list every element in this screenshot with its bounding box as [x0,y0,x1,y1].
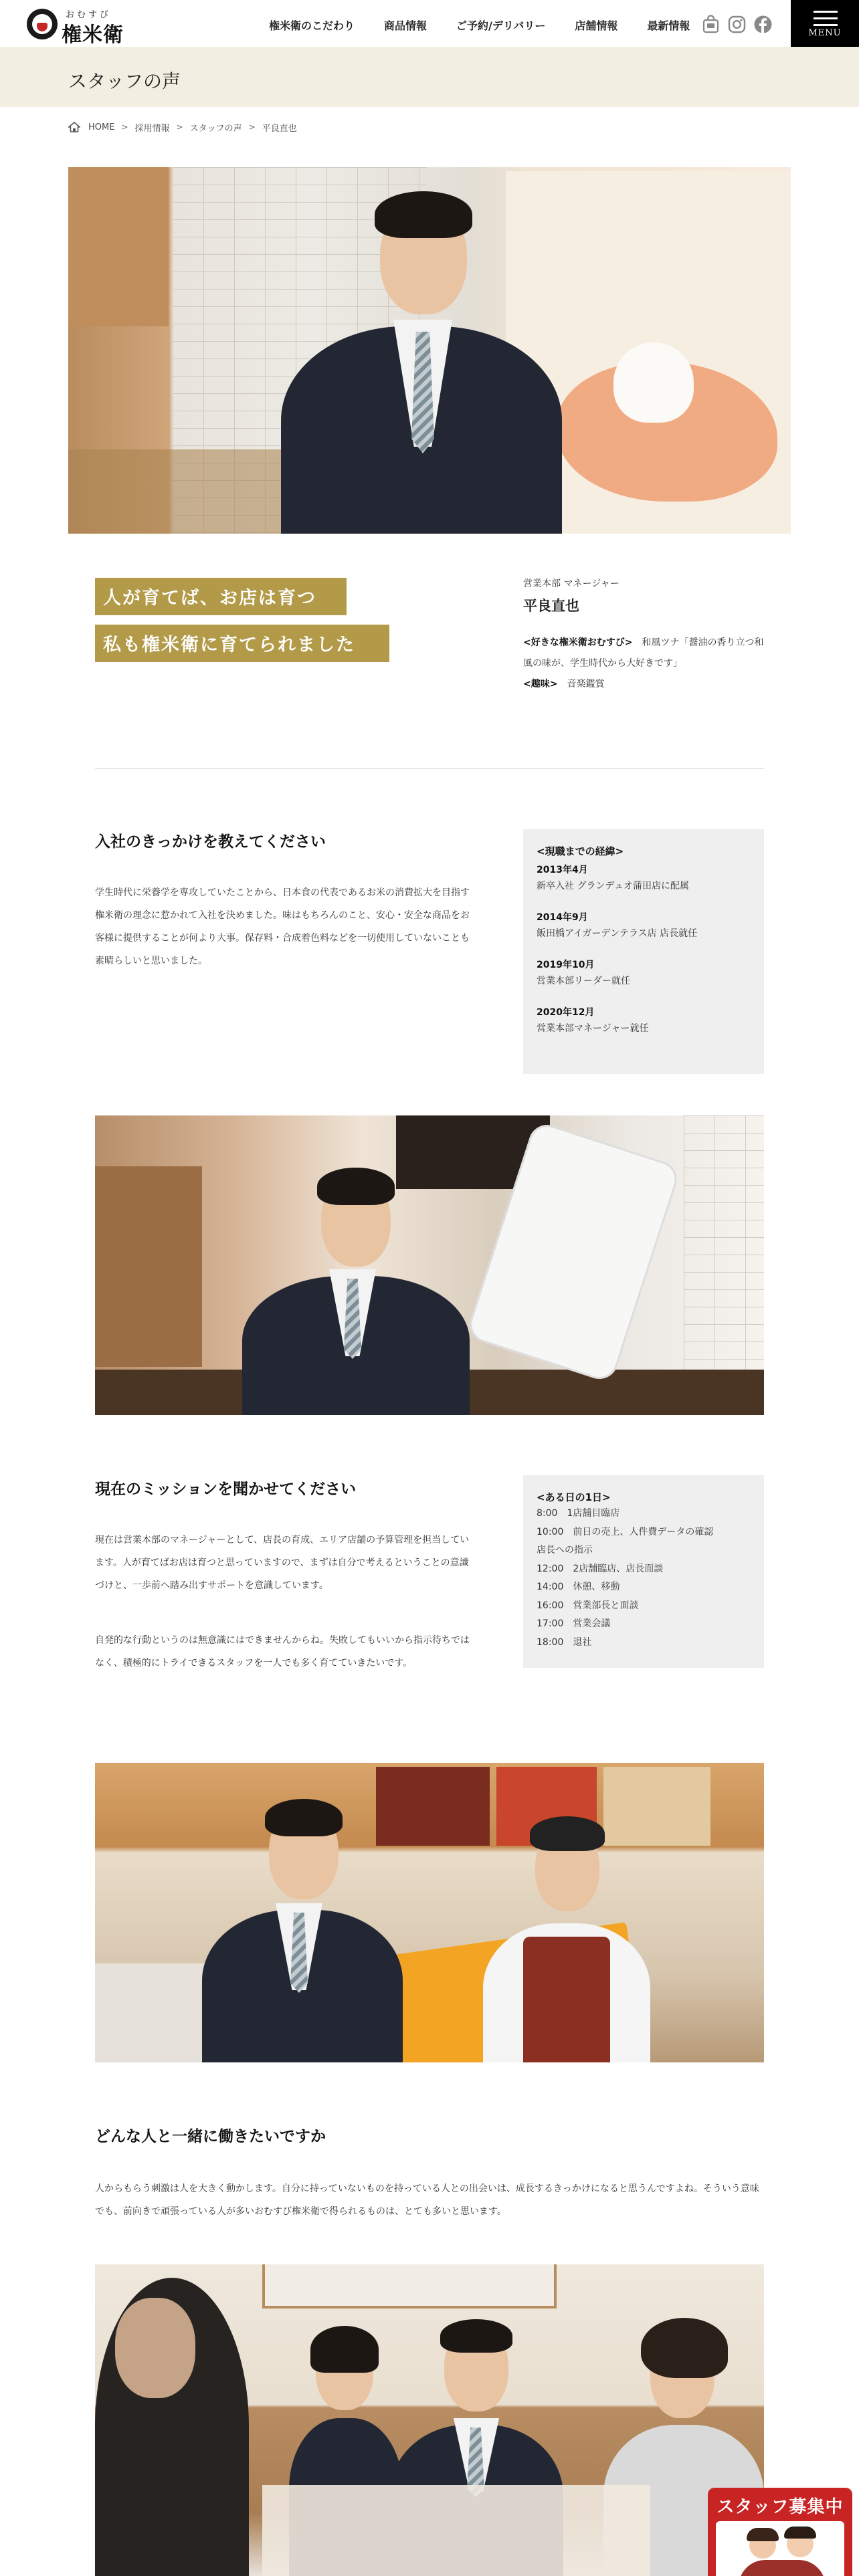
nav-item-products[interactable]: 商品情報 [384,19,427,32]
recruit-illustration [716,2521,844,2576]
favorite-text: 和風ツナ「醤油の香り立つ和風の味が、学生時代から大好きです」 [523,637,764,669]
breadcrumb-chevron-icon: > [248,122,256,132]
staff-favorites [523,633,764,695]
instagram-icon[interactable] [727,15,747,34]
schedule-box [523,1475,764,1668]
career-year: 2013年4月 [537,865,588,875]
page-title-bar [0,47,859,107]
staff-photo-store [95,1763,764,2062]
schedule-row: 17:00 営業会議 [537,1618,611,1629]
facebook-icon[interactable] [753,15,773,34]
breadcrumb-recruit[interactable]: 採用情報 [134,123,170,134]
schedule-row: 8:00 1店舗目臨店 [537,1508,620,1519]
schedule-row: 12:00 2店舗臨店、店長面談 [537,1563,664,1574]
hero-photo [68,167,791,534]
breadcrumb-current: 平良直也 [262,123,297,134]
career-text: 営業本部リーダー就任 [537,976,630,986]
career-box [523,829,764,1074]
staff-photo-meeting [95,2264,764,2576]
career-year: 2014年9月 [537,912,588,923]
schedule-row: 16:00 営業部長と面談 [537,1600,639,1611]
recruit-label: スタッフ募集中 [717,2497,844,2517]
schedule-row: 18:00 退社 [537,1636,592,1648]
site-logo[interactable] [27,6,127,47]
favorite-label: <好きな権米衛おむすび> [523,637,633,648]
career-item [537,957,751,989]
hobby-label: <趣味> [523,679,558,689]
catch-line-2: 私も権米衛に育てられました [95,625,389,662]
page-title: スタッフの声 [68,70,181,92]
nav-item-reservation[interactable]: ご予約/デリバリー [456,19,546,32]
home-icon [68,122,80,132]
q1-title: 入社のきっかけを教えてください [95,833,326,851]
career-item [537,909,751,942]
breadcrumb-chevron-icon: > [121,122,128,132]
nav-item-kodawari[interactable]: 権米衛のこだわり [269,19,355,32]
logo-title: 権米衛 [62,23,124,47]
schedule-row: 10:00 前日の売上、人件費データの確認 [537,1526,714,1537]
global-nav [269,17,690,32]
staff-photo-register [95,1115,764,1415]
logo-subtitle: おむすび [66,10,112,20]
q2-title: 現在のミッションを聞かせてください [95,1481,357,1498]
crew-figure [483,1790,650,2062]
catch-line-1: 人が育てば、お店は育つ [95,578,347,615]
sns-links [701,13,779,35]
q1-body: 学生時代に栄養学を専攻していたことから、日本食の代表であるお米の消費拡大を目指す権米衛の理念に惹かれて入社を決めました。味はもちろんのこと、安心・安全な商品をお客様に提供することが何より大事。保存料・合成着色料などを一切使用していないことも素晴らしいと思いました。 [95,887,470,966]
catch-copy [95,578,389,662]
nav-item-news[interactable]: 最新情報 [647,19,690,32]
breadcrumb-staff-voice[interactable]: スタッフの声 [189,123,242,134]
career-text: 飯田橋アイガーデンテラス店 店長就任 [537,928,698,939]
career-text: 営業本部マネージャー就任 [537,1023,649,1034]
breadcrumb [68,120,297,134]
schedule-row: 店長への指示 [537,1545,593,1555]
q2-body-1: 現在は営業本部のマネージャーとして、店長の育成、エリア店舗の予算管理を担当しています。人が育てばお店は育つと思っていますので、まずは自分で考えるということの意識づけと、一歩前へ踏み出すサポートを意識しています。 [95,1535,470,1591]
nav-item-stores[interactable]: 店舗情報 [575,19,618,32]
staff-recruiting-badge[interactable] [708,2488,852,2576]
q3-title: どんな人と一緒に働きたいですか [95,2128,326,2145]
staff-figure [242,1142,470,1415]
career-title: <現職までの経緯> [537,845,624,857]
q3-body: 人からもらう刺激は人を大きく動かします。自分に持っていないものを持っている人との出会いは、成長するきっかけになると思うんですよね。そういう意味でも、前向きで頑張っている人が多いおむすび権米衛で得られるものは、とても多いと思います。 [95,2183,759,2217]
q2-body-2: 自発的な行動というのは無意識にはできませんからね。失敗してもいいから指示待ちではなく、積極的にトライできるスタッフを一人でも多く育てていきたいです。 [95,1635,470,1669]
logo-mark-icon [27,9,58,39]
career-text: 新卒入社 グランデュオ蒲田店に配属 [537,881,690,891]
staff-role: 営業本部 マネージャー [523,578,619,589]
staff-portrait [281,179,562,534]
career-year: 2020年12月 [537,1007,595,1018]
breadcrumb-home[interactable]: HOME [88,122,115,132]
staff-profile [523,576,764,695]
career-year: 2019年10月 [537,960,595,970]
career-item [537,1004,751,1037]
schedule-title: <ある日の1日> [537,1491,611,1503]
staff-figure [202,1776,403,2062]
divider [95,768,764,769]
breadcrumb-chevron-icon: > [176,122,183,132]
schedule-row: 14:00 休憩、移動 [537,1582,620,1592]
shop-bag-icon[interactable] [701,15,721,34]
menu-label: MENU [808,28,842,38]
staff-name: 平良直也 [523,598,579,614]
menu-button[interactable] [791,0,859,47]
career-item [537,862,751,894]
site-header [0,0,859,47]
hobby-text: 音楽鑑賞 [567,679,605,689]
